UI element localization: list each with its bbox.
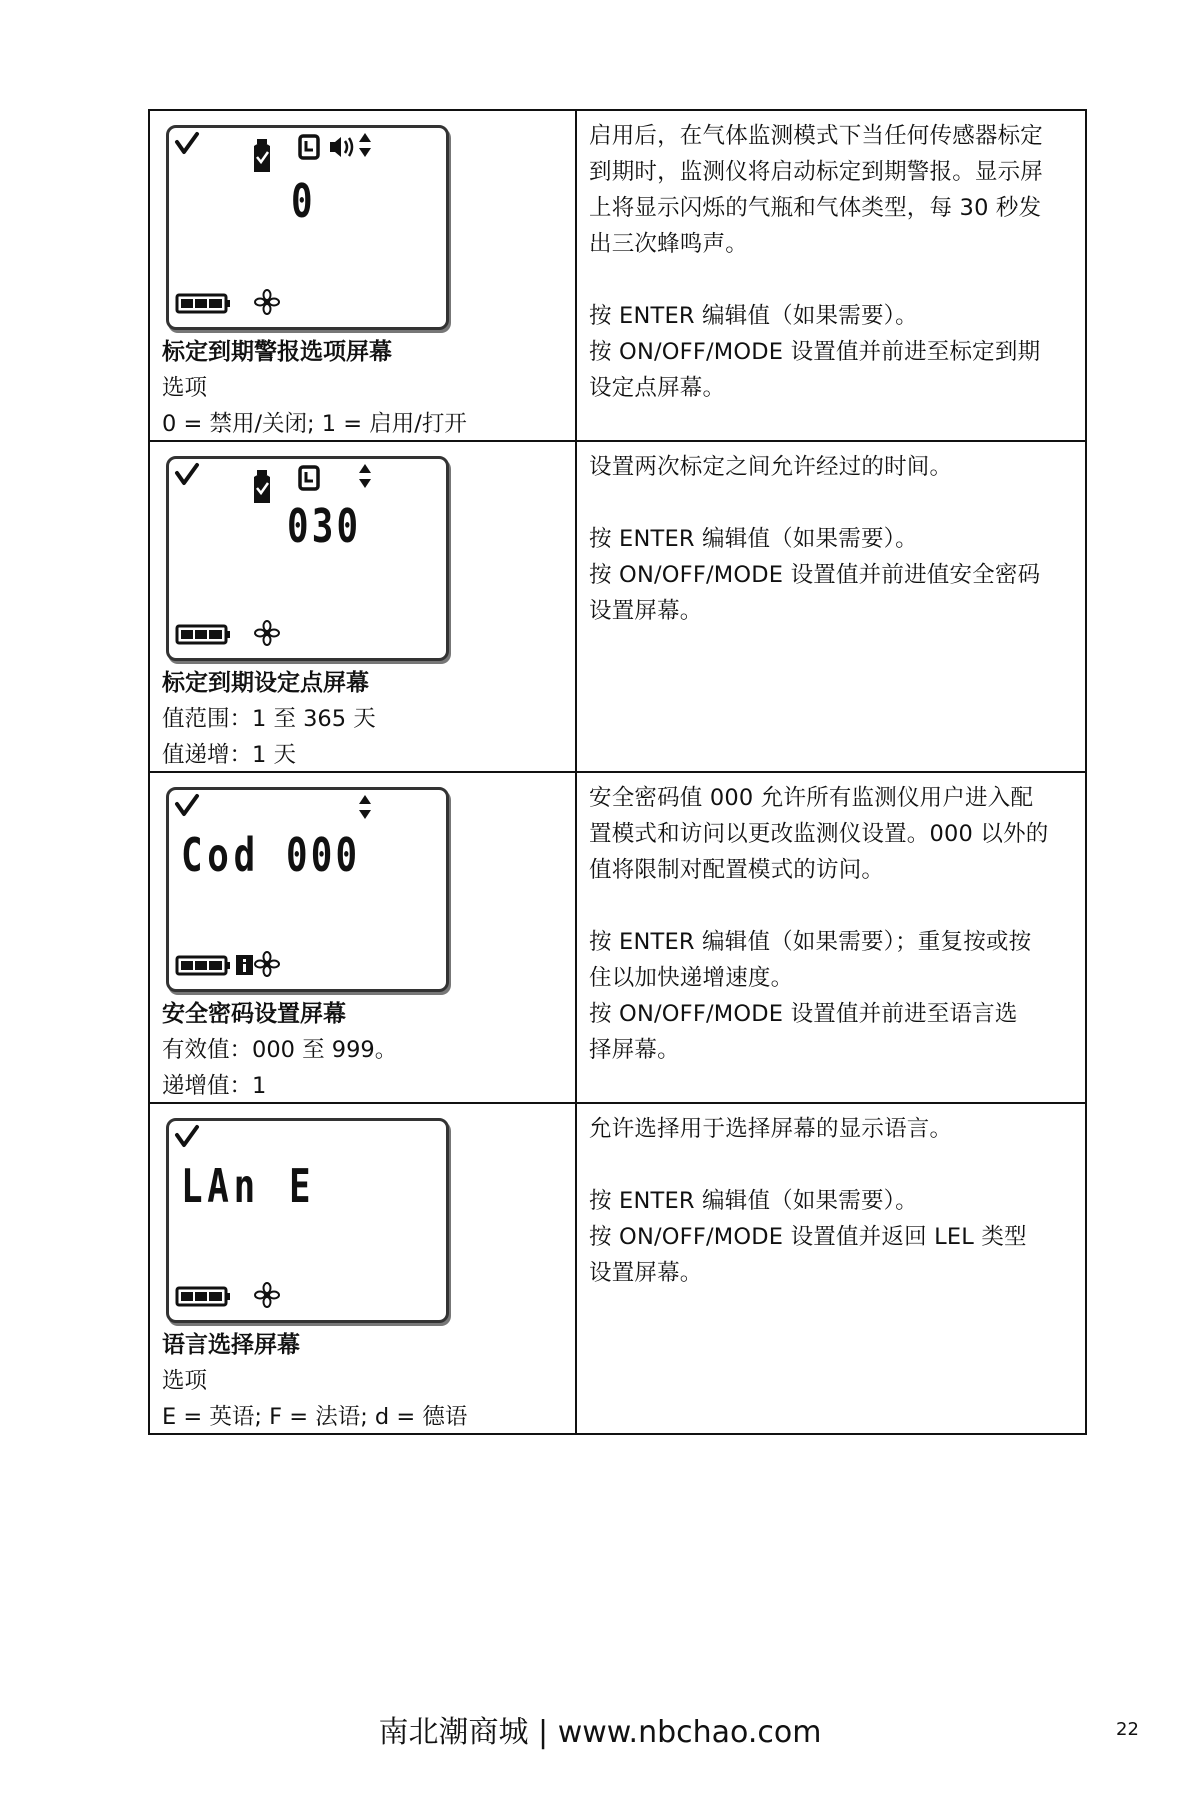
page-number: 22 [1116, 1719, 1139, 1740]
lcd-icons [169, 790, 446, 989]
screen-info-line-1: 值范围：1 至 365 天 [162, 706, 376, 732]
screen-cell [149, 441, 576, 772]
lcd-display [166, 787, 449, 992]
description-cell [576, 1103, 1086, 1434]
check-icon [177, 134, 197, 152]
fan-icon [255, 952, 279, 976]
description-line: 出三次蜂鸣声。 [589, 231, 748, 257]
screen-cell [149, 110, 576, 441]
screen-info-line-2: E = 英语; F = 法语; d = 德语 [162, 1404, 468, 1430]
lcd-display [166, 1118, 449, 1323]
calibration-icon [300, 136, 318, 158]
description-line: 启用后，在气体监测模式下当任何传感器标定 [589, 123, 1044, 149]
description-line: 按 ON/OFF/MODE 设置值并返回 LEL 类型 [589, 1224, 1027, 1250]
description-line [589, 262, 1071, 298]
description-line: 上将显示闪烁的气瓶和气体类型，每 30 秒发 [589, 195, 1042, 221]
description-line: 按 ENTER 编辑值（如果需要）。 [589, 1188, 918, 1214]
speaker-icon [330, 137, 352, 157]
table-row-4 [149, 1103, 1086, 1434]
lcd-icons [169, 459, 446, 658]
description-line: 按 ENTER 编辑值（如果需要）。 [589, 526, 918, 552]
up-down-arrows-icon [359, 795, 371, 819]
lcd-value-text: 000 [286, 828, 361, 882]
up-down-arrows-icon [359, 464, 371, 488]
battery-icon [177, 1288, 230, 1305]
fan-icon [255, 1283, 279, 1307]
description-text [577, 442, 1085, 629]
screen-title: 标定到期警报选项屏幕 [162, 339, 392, 365]
screen-title: 语言选择屏幕 [162, 1332, 300, 1358]
screen-info-line-2: 值递增：1 天 [162, 742, 296, 768]
lcd-display [166, 456, 449, 661]
description-line: 按 ON/OFF/MODE 设置值并前进至语言选 [589, 1001, 1018, 1027]
description-line [589, 485, 1071, 521]
lcd-display [166, 125, 449, 330]
battery-icon [177, 626, 230, 643]
description-line: 按 ENTER 编辑值（如果需要）。 [589, 303, 918, 329]
description-line [589, 1147, 1071, 1183]
lcd-label-text: LAn [181, 1159, 260, 1213]
description-line: 置模式和访问以更改监测仪设置。000 以外的 [589, 821, 1049, 847]
description-line: 允许选择用于选择屏幕的显示语言。 [589, 1116, 953, 1142]
table-row-2 [149, 441, 1086, 772]
description-line: 按 ON/OFF/MODE 设置值并前进至标定到期 [589, 339, 1041, 365]
check-icon [177, 1127, 197, 1145]
description-cell [576, 772, 1086, 1103]
description-line: 设置两次标定之间允许经过的时间。 [589, 454, 953, 480]
description-line: 按 ON/OFF/MODE 设置值并前进值安全密码 [589, 562, 1041, 588]
description-line: 值将限制对配置模式的访问。 [589, 857, 885, 883]
table-row-1 [149, 110, 1086, 441]
description-cell [576, 441, 1086, 772]
description-text [577, 773, 1085, 1068]
screen-cell [149, 772, 576, 1103]
description-line: 择屏幕。 [589, 1037, 680, 1063]
fan-icon [255, 290, 279, 314]
description-text [577, 111, 1085, 406]
check-icon [177, 796, 197, 814]
lcd-icons [169, 1121, 446, 1320]
gas-cylinder-icon [254, 470, 270, 503]
footer-site-text: 南北潮商城 | www.nbchao.com [378, 1715, 822, 1750]
description-text [577, 1104, 1085, 1291]
description-line [589, 888, 1071, 924]
calibration-icon [300, 467, 318, 489]
description-line: 按 ENTER 编辑值（如果需要）；重复按或按 [589, 929, 1032, 955]
table-row-3 [149, 772, 1086, 1103]
gas-cylinder-icon [254, 139, 270, 172]
screen-info-line-2: 递增值：1 [162, 1073, 267, 1099]
check-icon [177, 465, 197, 483]
screen-info-line-1: 选项 [162, 1368, 208, 1394]
lcd-label-text: Cod [181, 828, 260, 882]
description-line: 设置屏幕。 [589, 598, 703, 624]
battery-icon [177, 957, 230, 974]
screen-info-line-1: 有效值：000 至 999。 [162, 1037, 398, 1063]
description-line: 安全密码值 000 允许所有监测仪用户进入配 [589, 785, 1034, 811]
lock-icon [236, 955, 253, 975]
description-line: 设定点屏幕。 [589, 375, 726, 401]
description-cell [576, 110, 1086, 441]
settings-table [148, 109, 1087, 1435]
lcd-value-text: 0 [291, 174, 316, 228]
lcd-value-text: E [289, 1159, 314, 1213]
fan-icon [255, 621, 279, 645]
screen-info-line-2: 0 = 禁用/关闭; 1 = 启用/打开 [162, 411, 467, 437]
description-line: 到期时，监测仪将启动标定到期警报。显示屏 [589, 159, 1044, 185]
screen-title: 安全密码设置屏幕 [162, 1001, 346, 1027]
lcd-value-text: 030 [287, 499, 362, 553]
up-down-arrows-icon [359, 133, 371, 157]
screen-title: 标定到期设定点屏幕 [162, 670, 369, 696]
battery-icon [177, 295, 230, 312]
description-line: 住以加快递增速度。 [589, 965, 794, 991]
description-line: 设置屏幕。 [589, 1260, 703, 1286]
screen-cell [149, 1103, 576, 1434]
screen-info-line-1: 选项 [162, 375, 208, 401]
